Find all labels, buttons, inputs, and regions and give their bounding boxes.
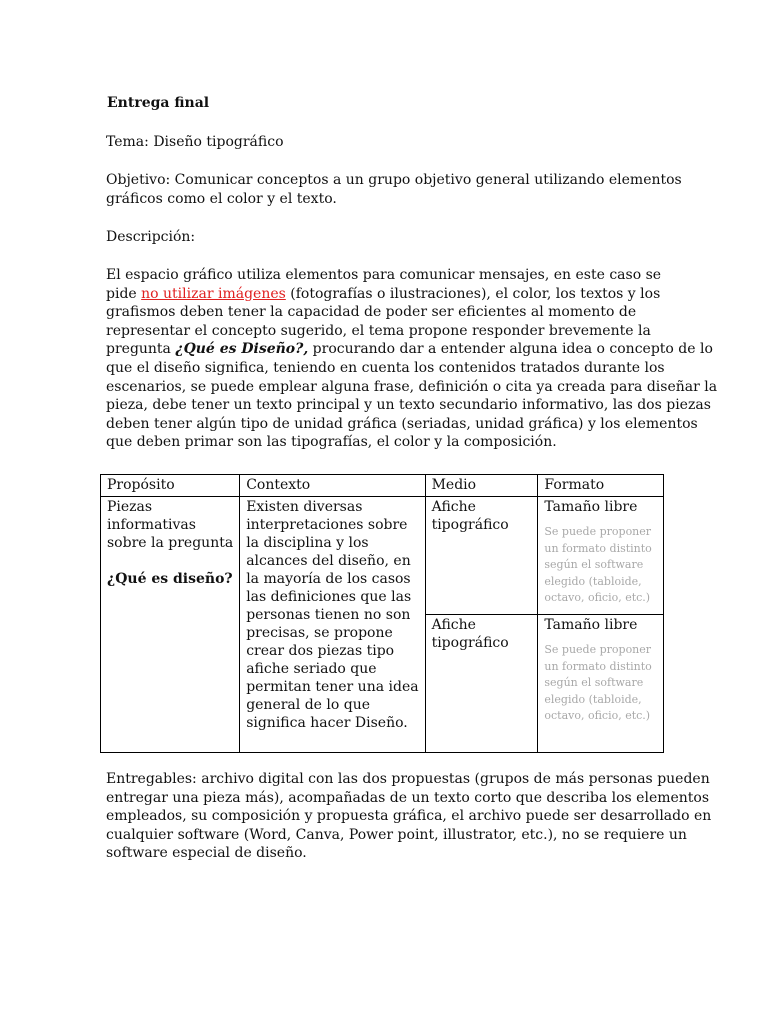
contexto-line: crear dos piezas tipo <box>246 643 395 659</box>
descripcion-text: pide <box>106 285 142 302</box>
descripcion-line: que deben primar son las tipografías, el color y la composición. <box>106 434 557 451</box>
descripcion-line: pieza, debe tener un texto principal y un texto secundario informativo, las dos piezas <box>106 397 711 414</box>
descripcion-line: El espacio gráfico utiliza elementos para comunicar mensajes, en este caso se <box>106 267 662 283</box>
proposito-line: Piezas <box>107 499 153 515</box>
objetivo-line: Objetivo: Comunicar conceptos a un grupo objetivo general utilizando elementos <box>106 172 682 188</box>
table-row <box>101 497 664 615</box>
hint-line: según el software <box>544 558 644 571</box>
descripcion-line: deben tener algún tipo de unidad gráfica (seriadas, unidad gráfica) y los elementos <box>106 415 698 432</box>
contexto-line: interpretaciones sobre <box>246 517 408 533</box>
tema-line: Tema: Diseño tipográfico <box>106 134 284 150</box>
formato-value: Tamaño libre <box>544 499 638 515</box>
descripcion-line: escenarios, se puede emplear alguna frase, definición o cita ya creada para diseñar la <box>106 378 718 395</box>
descripcion-text: pregunta <box>106 341 176 358</box>
brief-table <box>100 474 664 753</box>
hint-line: un formato distinto <box>544 659 652 673</box>
descripcion-paragraph <box>106 266 718 452</box>
header-contexto: Contexto <box>240 475 425 497</box>
contexto-line: Existen diversas <box>246 499 363 515</box>
formato-hint <box>544 642 657 725</box>
proposito-line: sobre la pregunta <box>107 535 234 551</box>
contexto-line: general de lo que <box>246 697 371 713</box>
contexto-line: la disciplina y los <box>246 535 369 551</box>
descripcion-text: procurando dar a entender alguna idea o concepto de lo <box>308 341 713 358</box>
contexto-line: permitan tener una idea <box>246 679 419 695</box>
descripcion-label: Descripción: <box>106 229 196 245</box>
hint-line: un formato distinto <box>544 541 652 555</box>
objetivo-paragraph <box>106 171 682 208</box>
document-title: Entrega final <box>107 95 210 111</box>
formato-cell <box>538 497 664 615</box>
contexto-line: significa hacer Diseño. <box>246 715 408 731</box>
proposito-line: informativas <box>107 517 196 533</box>
descripcion-line: representar el concepto sugerido, el tema propone responder brevemente la <box>106 322 651 339</box>
header-proposito: Propósito <box>101 475 240 497</box>
medio-cell: Afiche tipográfico <box>425 615 538 753</box>
proposito-cell <box>101 497 240 753</box>
formato-cell <box>538 615 664 753</box>
no-utilizar-imagenes-link[interactable]: no utilizar imágenes <box>141 285 286 302</box>
entregables-line: empleados, su composición y propuesta gráfica, el archivo puede ser desarrollado en <box>106 808 712 825</box>
hint-line: Se puede proponer <box>544 643 652 656</box>
entregables-line: entregar una pieza más), acompañadas de un texto corto que describa los elementos <box>106 789 710 806</box>
descripcion-line: grafismos deben tener la capacidad de poder ser eficientes al momento de <box>106 304 637 321</box>
descripcion-line <box>106 340 713 359</box>
proposito-question: ¿Qué es diseño? <box>107 571 233 587</box>
hint-line: elegido (tabloide, <box>544 692 642 706</box>
contexto-line: la mayoría de los casos <box>246 571 411 587</box>
spacer <box>107 552 233 570</box>
hint-line: octavo, oficio, etc.) <box>544 591 651 604</box>
formato-hint <box>544 524 657 607</box>
formato-value: Tamaño libre <box>544 617 638 633</box>
entregables-line: Entregables: archivo digital con las dos propuestas (grupos de más personas pueden <box>106 771 710 787</box>
entregables-line: cualquier software (Word, Canva, Power point, illustrator, etc.), no se requiere un <box>106 826 687 843</box>
contexto-line: las definiciones que las <box>246 589 412 605</box>
descripcion-line <box>106 285 666 304</box>
contexto-line: personas tienen no son <box>246 607 411 623</box>
hint-line: Se puede proponer <box>544 525 652 538</box>
hint-line: octavo, oficio, etc.) <box>544 709 651 722</box>
descripcion-line: que el diseño significa, teniendo en cuenta los contenidos tratados durante los <box>106 359 665 376</box>
contexto-line: afiche seriado que <box>246 661 377 677</box>
contexto-cell <box>240 497 425 753</box>
medio-cell: Afiche tipográfico <box>425 497 538 615</box>
que-es-diseno-emphasis: ¿Qué es Diseño?, <box>175 341 309 358</box>
hint-line: según el software <box>544 676 644 689</box>
objetivo-line: gráficos como el color y el texto. <box>106 190 337 207</box>
header-formato: Formato <box>538 475 664 497</box>
table-header-row <box>101 475 664 497</box>
entregables-line: software especial de diseño. <box>106 845 307 862</box>
hint-line: elegido (tabloide, <box>544 574 642 588</box>
contexto-line: alcances del diseño, en <box>246 553 411 569</box>
contexto-line: precisas, se propone <box>246 625 393 641</box>
header-medio: Medio <box>425 475 538 497</box>
descripcion-text: (fotografías o ilustraciones), el color, los textos y los <box>285 285 661 302</box>
entregables-paragraph <box>106 770 712 863</box>
